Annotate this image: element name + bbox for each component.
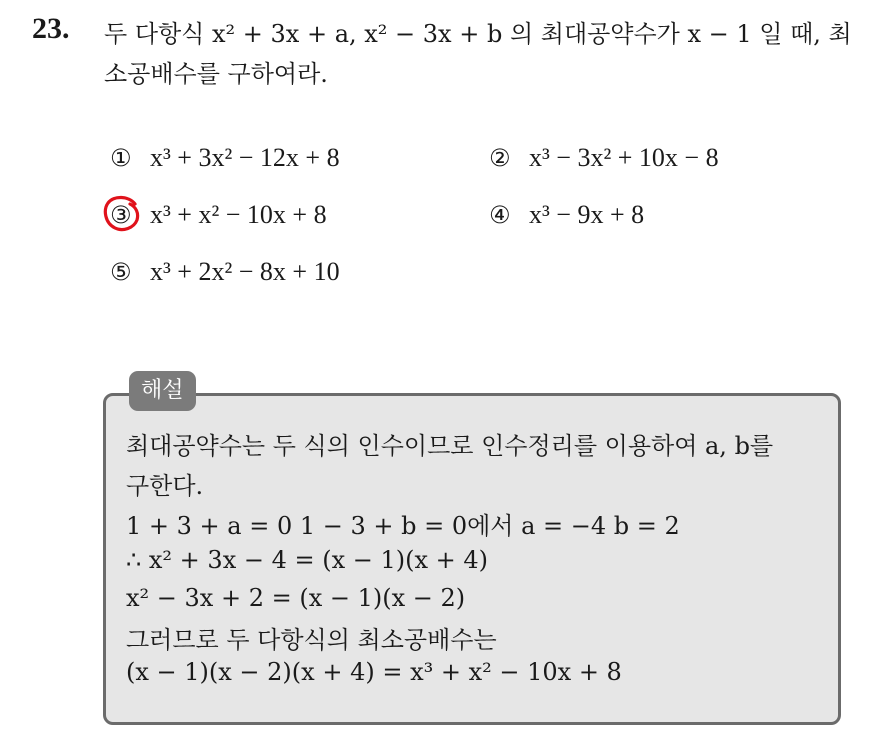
choice-expression: x³ + 2x² − 8x + 10 xyxy=(150,257,340,286)
choice-expression: x³ + x² − 10x + 8 xyxy=(150,200,327,229)
choice-number: ① xyxy=(110,144,132,172)
choice-expression: x³ + 3x² − 12x + 8 xyxy=(150,143,340,172)
choice-number: ⑤ xyxy=(110,258,132,286)
choice-expression: x³ − 3x² + 10x − 8 xyxy=(529,143,719,172)
choice-3[interactable] xyxy=(110,200,327,230)
choice-number: ③ xyxy=(110,201,132,229)
choice-4[interactable] xyxy=(489,200,644,230)
solution-line: (x − 1)(x − 2)(x + 4) = x³ + x² − 10x + 8 xyxy=(126,658,622,686)
choice-1[interactable] xyxy=(110,143,340,173)
choice-expression: x³ − 9x + 8 xyxy=(529,200,645,229)
solution-line: 그러므로 두 다항식의 최소공배수는 xyxy=(126,626,497,654)
solution-line: ∴ x² + 3x − 4 = (x − 1)(x + 4) xyxy=(126,546,489,574)
solution-line: 구한다. xyxy=(126,472,204,500)
solution-line: 최대공약수는 두 식의 인수이므로 인수정리를 이용하여 a, b를 xyxy=(126,432,774,460)
choice-number: ④ xyxy=(489,201,511,229)
solution-line: 1 + 3 + a = 0 1 − 3 + b = 0에서 a = −4 b = 2 xyxy=(126,512,680,540)
choice-2[interactable] xyxy=(489,143,719,173)
question-number: 23. xyxy=(32,12,70,45)
choice-number: ② xyxy=(489,144,511,172)
question-text: 두 다항식 x² + 3x + a, x² − 3x + b 의 최대공약수가 x − 1 일 때, 최소공배수를 구하여라. xyxy=(104,20,852,88)
solution-line: x² − 3x + 2 = (x − 1)(x − 2) xyxy=(126,584,466,612)
solution-tab-label: 해설 xyxy=(129,371,196,411)
answer-circle-mark xyxy=(102,193,142,233)
choice-5[interactable] xyxy=(110,257,340,287)
